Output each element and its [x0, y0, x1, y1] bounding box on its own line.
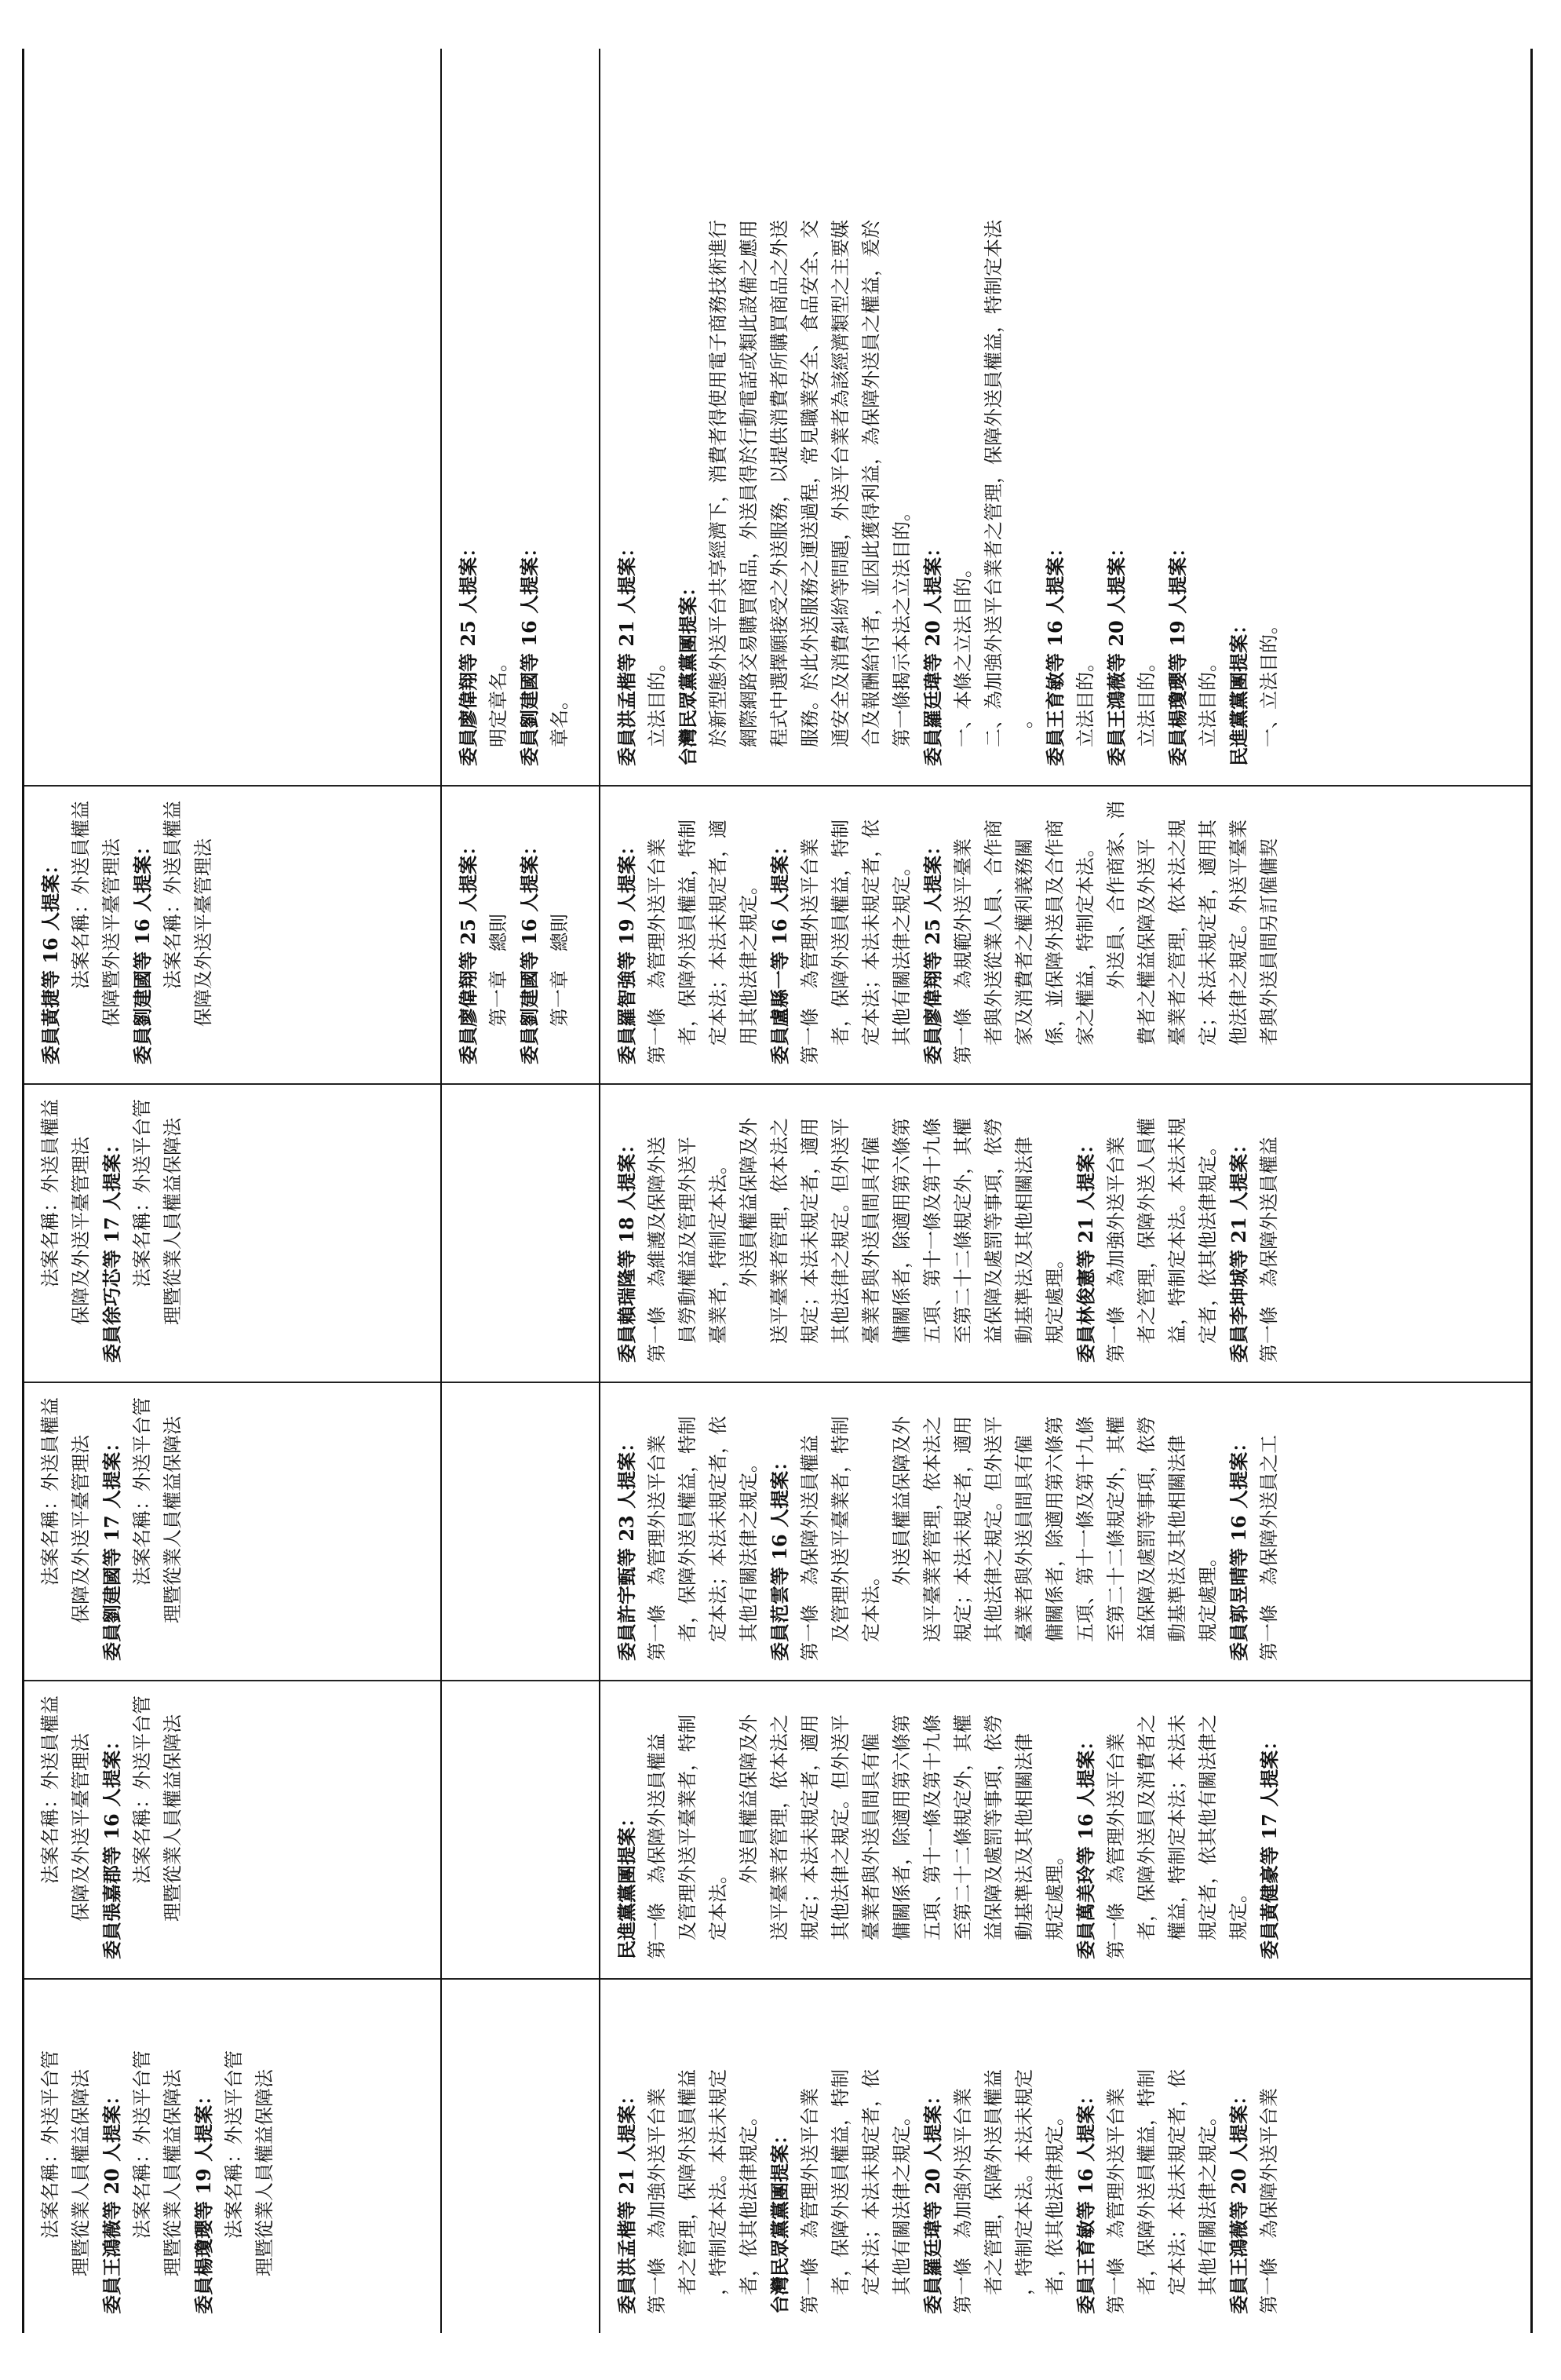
cell-text-line: 傭關係者，除適用第六條第 [891, 1714, 913, 1940]
cell-text-line: 動基準法及其他相關法律 [1013, 1733, 1035, 1940]
cell-text-line: 程式中選擇願接受之外送服務，以提供消費者所購買商品之外送 [768, 220, 790, 747]
cell-text-line: 傭關係者，除適用第六條第 [1044, 1416, 1066, 1642]
proposer-heading: 委員王育敏等 16 人提案： [1044, 538, 1067, 766]
cell-text-line: 保障及外送平臺管理法 [70, 1435, 92, 1623]
table-cell [442, 1383, 599, 1681]
cell-text-line: 法案名稱：外送平台管 [39, 2050, 61, 2239]
proposer-heading: 委員盧縣一等 16 人提案： [768, 836, 791, 1064]
proposer-heading: 委員劉建國等 16 人提案： [518, 538, 541, 766]
cell-text-line: 規定處理。 [1197, 1548, 1219, 1642]
cell-text-line: 通安全及消費糾紛等問題，外送平台業者為該經濟類型之主要媒 [830, 220, 852, 747]
cell-text-line: 者，依其他法律規定。 [738, 2107, 760, 2295]
cell-text-line: 理暨從業人員權益保障法 [162, 1416, 184, 1623]
cell-text-line: 網際網路交易購買商品，外送員得於行動電話或類此設備之應用 [738, 220, 760, 747]
cell-text-line: 第一條 為管理外送平台業 [1105, 1733, 1127, 1959]
cell-text-line: 第一章 總則 [487, 914, 509, 1027]
cell-text-line: 理暨從業人員權益保障法 [162, 1118, 184, 1325]
table-row [600, 49, 1530, 2333]
proposer-heading: 委員羅廷瑋等 20 人提案： [921, 2086, 944, 2314]
cell-text-line: 規定處理。 [1044, 1250, 1066, 1344]
cell-text-line: 者之管理，保障外送員權益 [983, 2069, 1005, 2295]
cell-text-line: 費者之權益保障及外送平 [1136, 838, 1158, 1046]
cell-text-line: 二、為加強外送平台業者之管理，保障外送員權益，特制定本法 [983, 220, 1005, 747]
cell-text-line: 五項、第十一條及第十九條 [921, 1714, 943, 1940]
cell-text-line: 規定；本法未規定者，適用 [952, 1416, 974, 1642]
cell-text-line: 定本法；本法未規定者，適 [707, 819, 729, 1046]
cell-text-line: 第一條揭示本法之立法目的。 [891, 502, 913, 747]
cell-text-line: 及管理外送平臺業者，特制 [830, 1416, 852, 1642]
cell-text-line: 定本法；本法未規定者，依 [1166, 2069, 1188, 2295]
cell-text-line: 動基準法及其他相關法律 [1166, 1435, 1188, 1642]
table-cell [24, 1980, 440, 2333]
cell-text-line: 第一條 為加強外送平台業 [952, 2088, 974, 2314]
table-cell [442, 1980, 599, 2333]
proposer-heading: 委員廖偉翔等 25 人提案： [921, 836, 944, 1064]
cell-text-line: 明定章名。 [487, 653, 509, 747]
cell-text-line: 其他有關法律之規定。 [891, 2107, 913, 2295]
cell-text-line: 規定。 [1227, 1884, 1249, 1940]
cell-text-line: 其他有關法律之規定。 [1197, 2107, 1219, 2295]
cell-text-line: 者與外送從業人員、合作商 [983, 819, 1005, 1046]
table-bottom-rule [1530, 49, 1533, 2333]
cell-text-line: 者，保障外送員權益，特制 [830, 819, 852, 1046]
table-cell [24, 787, 440, 1085]
cell-text-line: 定者，依其他法律規定。 [1197, 1137, 1219, 1344]
cell-text-line: 者之管理，保障外送員權益 [677, 2069, 698, 2295]
cell-text-line: 者，保障外送員權益，特制 [677, 1416, 698, 1642]
table-cell [600, 787, 1530, 1085]
cell-text-line: 者與外送員間另訂僱傭契 [1258, 838, 1280, 1046]
proposer-heading: 委員李坤城等 21 人提案： [1227, 1134, 1250, 1363]
cell-text-line: 第一條 為保障外送員權益 [1258, 1137, 1280, 1363]
cell-text-line: 五項、第十一條及第十九條 [1074, 1416, 1096, 1642]
cell-text-line: 定本法。 [707, 1865, 729, 1940]
cell-text-line: 定本法。 [860, 1567, 882, 1642]
cell-text-line: 定本法；本法未規定者，依 [860, 819, 882, 1046]
table-cell [600, 1383, 1530, 1681]
cell-text-line: 及管理外送平臺業者，特制 [677, 1714, 698, 1940]
table-cell [600, 49, 1530, 787]
cell-text-line: 至第二十二條規定外，其權 [952, 1714, 974, 1940]
cell-text-line: 第一條 為維護及保障外送 [646, 1137, 668, 1363]
cell-text-line: 至第二十二條規定外，其權 [952, 1118, 974, 1344]
cell-text-line: 立法目的。 [1136, 653, 1158, 747]
cell-text-line: 法案名稱：外送員權益 [70, 801, 92, 989]
cell-text-line: 者之管理，保障外送人員權 [1136, 1118, 1158, 1344]
proposer-heading: 委員范雲等 16 人提案： [768, 1451, 791, 1661]
cell-text-line: 規定者，依其他有關法律之 [1197, 1714, 1219, 1940]
cell-text-line: 家之權益，特制定本法。 [1074, 838, 1096, 1046]
cell-text-line: 保障及外送平臺管理法 [192, 838, 214, 1027]
proposer-heading: 委員王鴻薇等 20 人提案： [1227, 2086, 1250, 2314]
table-cell [442, 1681, 599, 1980]
cell-text-line: 立法目的。 [646, 653, 668, 747]
cell-text-line: 員勞動權益及管理外送平 [677, 1137, 698, 1344]
proposer-heading: 委員楊瓊瓔等 19 人提案： [192, 2086, 215, 2314]
proposer-heading: 台灣民眾黨黨團提案： [677, 578, 699, 766]
cell-text-line: 者，保障外送員權益，特制 [677, 819, 698, 1046]
cell-text-line: 第一條 為保障外送員之工 [1258, 1435, 1280, 1661]
cell-text-line: 規定；本法未規定者，適用 [799, 1118, 821, 1344]
cell-text-line: 定本法；本法未規定者，依 [707, 1416, 729, 1642]
cell-text-line: 理暨從業人員權益保障法 [162, 2069, 184, 2276]
cell-text-line: 第一條 為管理外送平台業 [646, 838, 668, 1064]
cell-text-line: 益，特制定本法。本法未規 [1166, 1118, 1188, 1344]
cell-text-line: 一、本條之立法目的。 [952, 559, 974, 747]
cell-text-line: 動基準法及其他相關法律 [1013, 1137, 1035, 1344]
proposer-heading: 委員洪孟楷等 21 人提案： [615, 2086, 638, 2314]
proposer-heading: 委員林俊憲等 21 人提案： [1074, 1134, 1097, 1363]
cell-text-line: 傭關係者，除適用第六條第 [891, 1118, 913, 1344]
cell-text-line: ，特制定本法。本法未規定 [707, 2069, 729, 2295]
cell-text-line: 規定處理。 [1044, 1846, 1066, 1940]
cell-text-line: 他法律之規定。外送平臺業 [1227, 819, 1249, 1046]
cell-text-line: 理暨從業人員權益保障法 [162, 1714, 184, 1922]
cell-text-line: 保障及外送平臺管理法 [70, 1137, 92, 1325]
cell-text-line: 法案名稱：外送員權益 [39, 1696, 61, 1884]
cell-text-line: 者，依其他法律規定。 [1044, 2107, 1066, 2295]
cell-text-line: 其他法律之規定。但外送平 [830, 1714, 852, 1940]
table-cell [442, 49, 599, 787]
table-cell [600, 1980, 1530, 2333]
table-cell [24, 1681, 440, 1980]
cell-text-line: 第一條 為管理外送平台業 [1105, 2088, 1127, 2314]
cell-text-line: 臺業者與外送員間具有僱 [860, 1733, 882, 1940]
cell-text-line: 。 [1013, 710, 1035, 728]
proposer-heading: 委員洪孟楷等 21 人提案： [615, 538, 638, 766]
proposer-heading: 委員楊瓊瓔等 19 人提案： [1166, 538, 1189, 766]
cell-text-line: 保障及外送平臺管理法 [70, 1733, 92, 1922]
table-cell [24, 1085, 440, 1383]
table-row [24, 49, 440, 2333]
cell-text-line: 法案名稱：外送平台管 [131, 1696, 153, 1884]
cell-text-line: 送平臺業者管理，依本法之 [921, 1416, 943, 1642]
table-cell [600, 1681, 1530, 1980]
cell-text-line: 第一條 為管理外送平台業 [799, 838, 821, 1064]
cell-text-line: 者，保障外送員權益，特制 [830, 2069, 852, 2295]
table-cell [600, 1085, 1530, 1383]
proposer-heading: 委員張嘉郡等 16 人提案： [100, 1731, 123, 1959]
cell-text-line: 定本法；本法未規定者，依 [860, 2069, 882, 2295]
cell-text-line: 保障暨外送平臺管理法 [100, 838, 122, 1027]
proposer-heading: 委員王育敏等 16 人提案： [1074, 2086, 1097, 2314]
proposer-heading: 委員賴瑞隆等 18 人提案： [615, 1134, 638, 1363]
cell-text-line: 臺業者之管理，依本法之規 [1166, 819, 1188, 1046]
cell-text-line: 法案名稱：外送員權益 [162, 801, 184, 989]
cell-text-line: 法案名稱：外送平台管 [131, 2050, 153, 2239]
cell-text-line: 第一條 為加強外送平台業 [646, 2088, 668, 2314]
cell-text-line: 理暨從業人員權益保障法 [70, 2069, 92, 2276]
cell-text-line: 其他有關法律之規定。 [738, 1454, 760, 1642]
cell-text-line: 外送員權益保障及外 [738, 1118, 760, 1287]
cell-text-line: 第一條 為規範外送平臺業 [952, 838, 974, 1064]
cell-text-line: 外送員權益保障及外 [738, 1714, 760, 1884]
proposer-heading: 民進黨黨團提案： [1227, 615, 1250, 766]
proposer-heading: 台灣民眾黨黨團提案： [768, 2126, 791, 2314]
cell-text-line: 第一章 總則 [549, 914, 571, 1027]
cell-text-line: 一、立法目的。 [1258, 615, 1280, 747]
cell-text-line: 法案名稱：外送平台管 [223, 2050, 245, 2239]
cell-text-line: 其他有關法律之規定。 [891, 857, 913, 1046]
proposer-heading: 委員羅智強等 19 人提案： [615, 836, 638, 1064]
proposer-heading: 委員羅廷瑋等 20 人提案： [921, 538, 944, 766]
proposer-heading: 委員黃捷等 16 人提案： [39, 855, 62, 1064]
table-cell [442, 1085, 599, 1383]
cell-text-line: 法案名稱：外送員權益 [39, 1397, 61, 1586]
table-cell [442, 787, 599, 1085]
cell-text-line: 理暨從業人員權益保障法 [253, 2069, 275, 2276]
cell-text-line: 法案名稱：外送平台管 [131, 1099, 153, 1287]
cell-text-line: 第一條 為管理外送平台業 [799, 2088, 821, 2314]
proposer-heading: 委員劉建國等 16 人提案： [131, 836, 154, 1064]
cell-text-line: 送平臺業者管理，依本法之 [768, 1714, 790, 1940]
cell-text-line: ，特制定本法。本法未規定 [1013, 2069, 1035, 2295]
cell-text-line: 規定；本法未規定者，適用 [799, 1714, 821, 1940]
cell-text-line: 立法目的。 [1074, 653, 1096, 747]
table-cell [24, 49, 440, 787]
cell-text-line: 外送員權益保障及外 [891, 1416, 913, 1586]
table-cell [24, 1383, 440, 1681]
cell-text-line: 送平臺業者管理，依本法之 [768, 1118, 790, 1344]
cell-text-line: 法案名稱：外送平台管 [131, 1397, 153, 1586]
cell-text-line: 益保障及處罰等事項，依勞 [983, 1118, 1005, 1344]
proposer-heading: 委員廖偉翔等 25 人提案： [457, 538, 480, 766]
table-row [442, 49, 599, 2333]
cell-text-line: 第一條 為保障外送員權益 [646, 1733, 668, 1959]
proposer-heading: 委員廖偉翔等 25 人提案： [457, 836, 480, 1064]
cell-text-line: 至第二十二條規定外，其權 [1105, 1416, 1127, 1642]
cell-text-line: 臺業者，特制定本法。 [707, 1155, 729, 1344]
cell-text-line: 益保障及處罰等事項，依勞 [983, 1714, 1005, 1940]
cell-text-line: 臺業者與外送員間具有僱 [860, 1137, 882, 1344]
cell-text-line: 用其他法律之規定。 [738, 876, 760, 1046]
cell-text-line: 家及消費者之權利義務關 [1013, 838, 1035, 1046]
proposer-heading: 委員王鴻薇等 20 人提案： [100, 2086, 123, 2314]
cell-text-line: 服務。於此外送服務之運送過程，常見職業安全、食品安全、交 [799, 220, 821, 747]
proposer-heading: 委員王鴻薇等 20 人提案： [1105, 538, 1128, 766]
proposer-heading: 委員黃健豪等 17 人提案： [1258, 1731, 1281, 1959]
cell-text-line: 權益，特制定本法；本法未 [1166, 1714, 1188, 1940]
proposer-heading: 委員劉建國等 16 人提案： [518, 836, 541, 1064]
cell-text-line: 法案名稱：外送員權益 [39, 1099, 61, 1287]
cell-text-line: 第一條 為加強外送平台業 [1105, 1137, 1127, 1363]
proposer-heading: 委員郭昱晴等 16 人提案： [1227, 1433, 1250, 1661]
proposer-heading: 委員萬美玲等 16 人提案： [1074, 1731, 1097, 1959]
cell-text-line: 合及報酬給付者，並因此獲得利益，為保障外送員之權益，爰於 [860, 220, 882, 747]
cell-text-line: 第一條 為管理外送平台業 [646, 1435, 668, 1661]
proposer-heading: 委員許宇甄等 23 人提案： [615, 1433, 638, 1661]
cell-text-line: 臺業者與外送員間具有僱 [1013, 1435, 1035, 1642]
cell-text-line: 章名。 [549, 691, 571, 747]
proposer-heading: 委員劉建國等 17 人提案： [100, 1433, 123, 1661]
cell-text-line: 者，保障外送員及消費者之 [1136, 1714, 1158, 1940]
cell-text-line: 定；本法未規定者，適用其 [1197, 819, 1219, 1046]
cell-text-line: 第一條 為保障外送員權益 [799, 1435, 821, 1661]
cell-text-line: 係，並保障外送員及合作商 [1044, 819, 1066, 1046]
cell-text-line: 外送員、合作商家、消 [1105, 801, 1127, 989]
cell-text-line: 第一條 為保障外送平台業 [1258, 2088, 1280, 2314]
cell-text-line: 益保障及處罰等事項，依勞 [1136, 1416, 1158, 1642]
cell-text-line: 其他法律之規定。但外送平 [830, 1118, 852, 1344]
proposer-heading: 委員徐巧芯等 17 人提案： [100, 1134, 123, 1363]
cell-text-line: 立法目的。 [1197, 653, 1219, 747]
proposer-heading: 民進黨黨團提案： [615, 1809, 638, 1959]
cell-text-line: 五項、第十一條及第十九條 [921, 1118, 943, 1344]
cell-text-line: 於新型態外送平台共享經濟下，消費者得使用電子商務技術進行 [707, 220, 729, 747]
cell-text-line: 者，保障外送員權益，特制 [1136, 2069, 1158, 2295]
cell-text-line: 其他法律之規定。但外送平 [983, 1416, 1005, 1642]
